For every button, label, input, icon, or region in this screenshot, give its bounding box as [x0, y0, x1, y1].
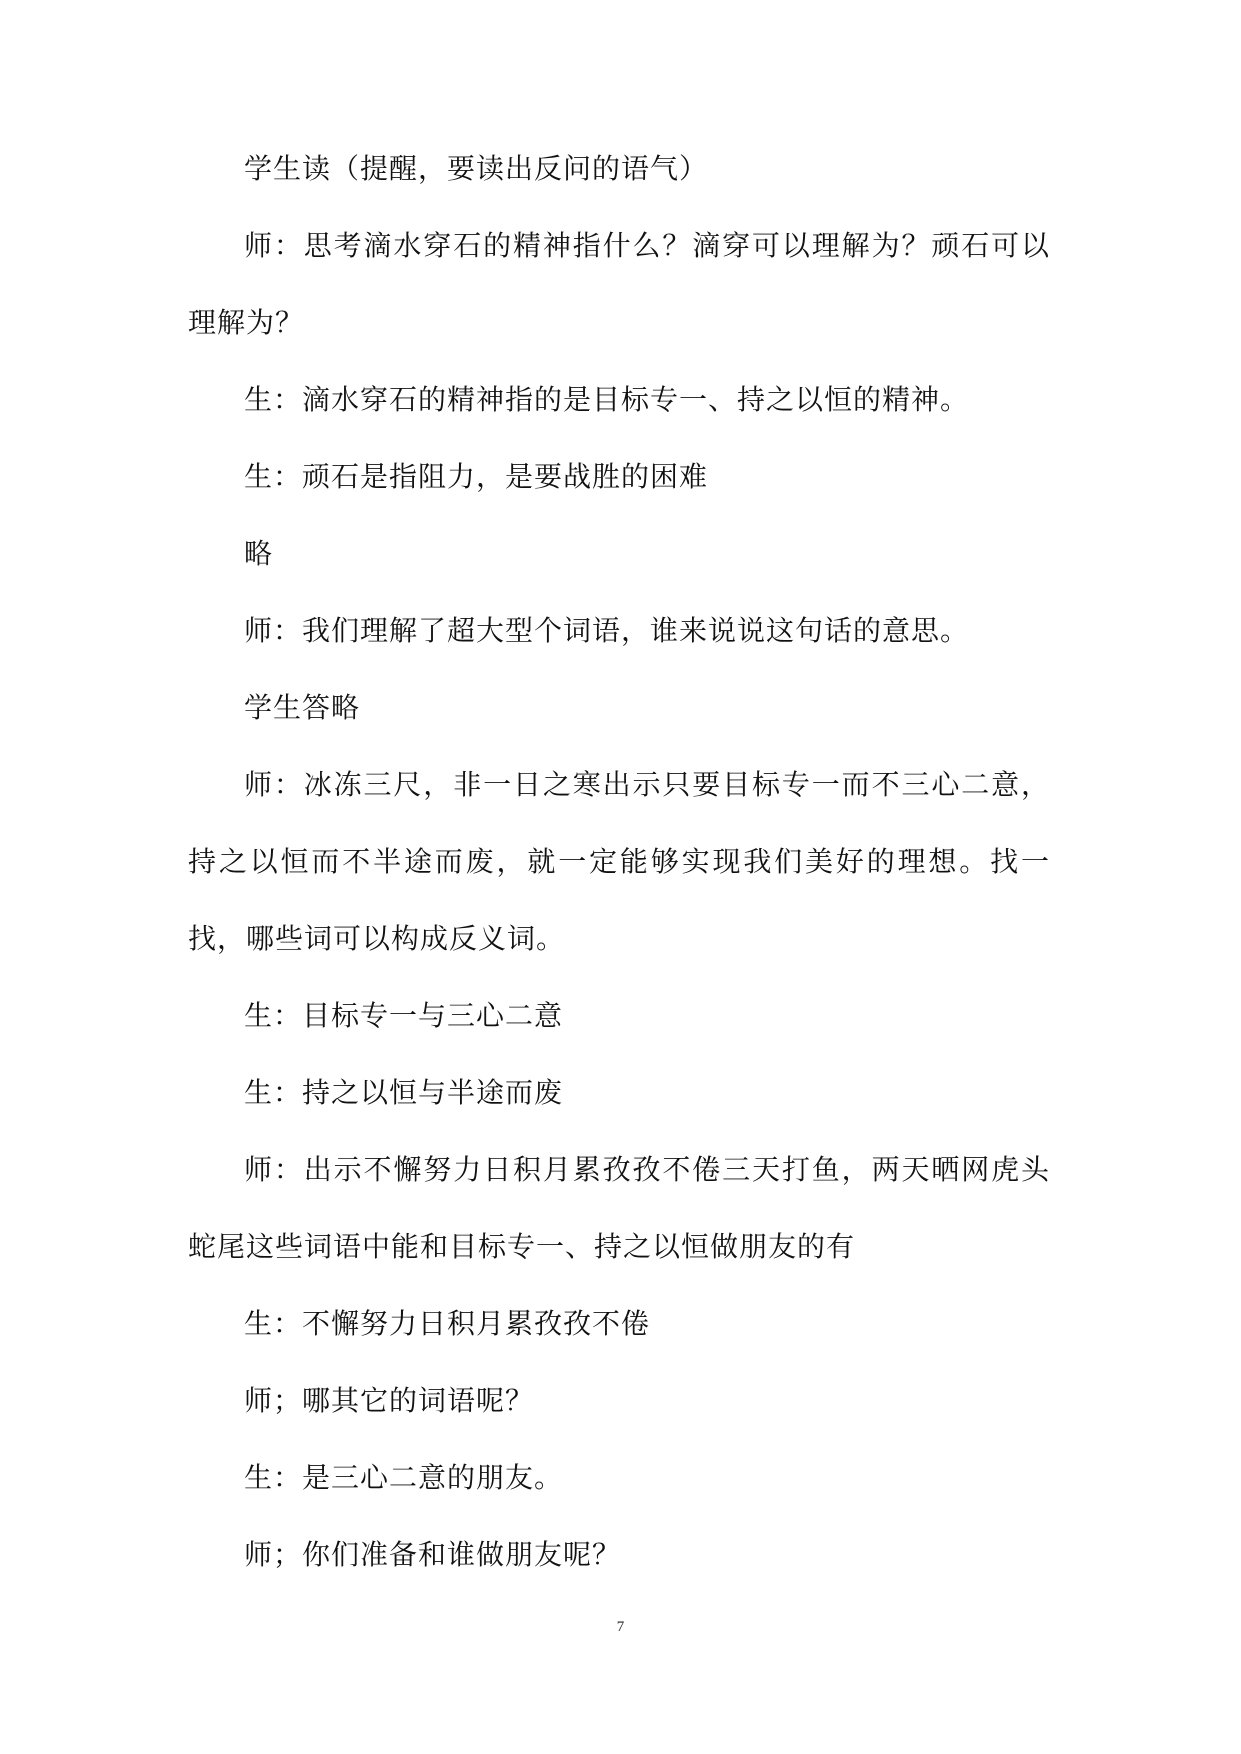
paragraph: 生：是三心二意的朋友。	[244, 1461, 564, 1494]
paragraph: 师；哪其它的词语呢？	[244, 1384, 535, 1417]
paragraph: 师：思考滴水穿石的精神指什么？滴穿可以理解为？顽石可以理解为？	[188, 229, 1050, 339]
paragraph: 师：冰冻三尺，非一日之寒出示只要目标专一而不三心二意，持之以恒而不半途而废，就一定能够实现我们美好的理想。找一找，哪些词可以构成反义词。	[188, 768, 1050, 955]
document-body	[188, 130, 1050, 1593]
page-number: 7	[616, 1619, 625, 1635]
paragraph: 生：滴水穿石的精神指的是目标专一、持之以恒的精神。	[244, 383, 970, 416]
paragraph: 师：出示不懈努力日积月累孜孜不倦三天打鱼，两天晒网虎头蛇尾这些词语中能和目标专一、持之以恒做朋友的有	[188, 1153, 1050, 1263]
paragraph: 生：持之以恒与半途而废	[244, 1076, 564, 1109]
paragraph: 学生读（提醒，要读出反问的语气）	[244, 152, 709, 185]
paragraph: 生：顽石是指阻力，是要战胜的困难	[244, 460, 709, 493]
paragraph: 生：不懈努力日积月累孜孜不倦	[244, 1307, 651, 1340]
paragraph: 学生答略	[244, 691, 361, 724]
paragraph: 师；你们准备和谁做朋友呢？	[244, 1538, 622, 1571]
paragraph: 师：我们理解了超大型个词语，谁来说说这句话的意思。	[244, 614, 970, 647]
paragraph: 略	[244, 537, 274, 570]
paragraph: 生：目标专一与三心二意	[244, 999, 564, 1032]
